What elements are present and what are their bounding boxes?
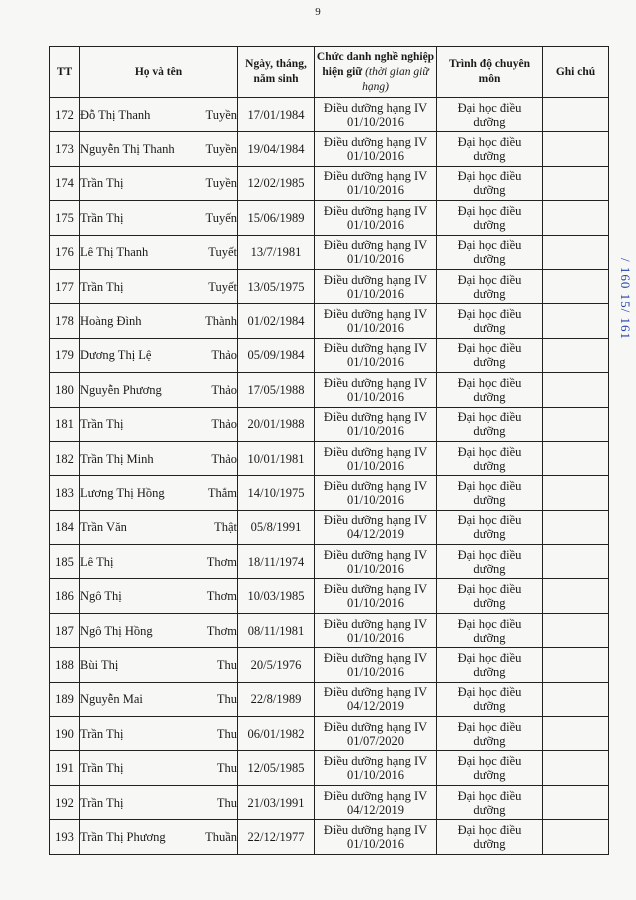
education-line-1: Đại học điều (457, 547, 522, 562)
education-line-1: Đại học điều (457, 203, 522, 218)
full-name-cell (80, 338, 238, 372)
education-cell (437, 613, 543, 647)
full-name-cell (80, 132, 238, 166)
position-since: 01/10/2016 (347, 424, 404, 439)
education-line-2: dưỡng (473, 355, 506, 370)
birth-date: 19/04/1984 (238, 132, 315, 166)
row-number: 186 (50, 579, 80, 613)
education-cell (437, 373, 543, 407)
given-name: Tuyết (208, 279, 237, 294)
education-line-1: Đại học điều (457, 478, 522, 493)
education-line-2: dưỡng (473, 458, 506, 473)
header-position (315, 47, 437, 98)
table-row (50, 476, 609, 510)
education-line-1: Đại học điều (457, 100, 522, 115)
row-number: 187 (50, 613, 80, 647)
position-since: 04/12/2019 (347, 802, 404, 817)
table-row (50, 682, 609, 716)
education-line-2: dưỡng (473, 802, 506, 817)
surname: Trần Thị (80, 176, 124, 191)
position-cell (315, 166, 437, 200)
education-line-1: Đại học điều (457, 341, 522, 356)
position-cell (315, 510, 437, 544)
position-since: 01/07/2020 (347, 733, 404, 748)
header-tt: TT (50, 47, 80, 98)
position-title: Điều dưỡng hạng IV (323, 341, 428, 356)
birth-date: 22/8/1989 (238, 682, 315, 716)
header-education: Trình độ chuyên môn (437, 47, 543, 98)
education-line-2: dưỡng (473, 596, 506, 611)
birth-date: 17/05/1988 (238, 373, 315, 407)
education-cell (437, 820, 543, 854)
position-since: 01/10/2016 (347, 630, 404, 645)
position-cell (315, 269, 437, 303)
education-line-1: Đại học điều (457, 135, 522, 150)
staff-table (49, 46, 609, 855)
education-cell (437, 98, 543, 132)
table-row (50, 441, 609, 475)
surname: Trần Thị Phương (80, 829, 166, 844)
given-name: Thảo (211, 348, 237, 363)
given-name: Tuyền (205, 176, 237, 191)
position-title: Điều dưỡng hạng IV (323, 444, 428, 459)
note-cell (543, 373, 609, 407)
birth-date: 10/01/1981 (238, 441, 315, 475)
row-number: 183 (50, 476, 80, 510)
education-line-1: Đại học điều (457, 685, 522, 700)
birth-date: 13/7/1981 (238, 235, 315, 269)
given-name: Thơm (206, 554, 237, 569)
position-cell (315, 717, 437, 751)
note-cell (543, 751, 609, 785)
birth-date: 18/11/1974 (238, 545, 315, 579)
given-name: Thật (214, 520, 237, 535)
birth-date: 20/5/1976 (238, 648, 315, 682)
position-cell (315, 304, 437, 338)
position-cell (315, 407, 437, 441)
given-name: Thu (216, 761, 237, 776)
education-cell (437, 166, 543, 200)
position-since: 01/10/2016 (347, 114, 404, 129)
row-number: 175 (50, 201, 80, 235)
birth-date: 12/05/1985 (238, 751, 315, 785)
table-row (50, 820, 609, 854)
header-dob: Ngày, tháng, năm sinh (238, 47, 315, 98)
education-line-1: Đại học điều (457, 754, 522, 769)
education-line-2: dưỡng (473, 183, 506, 198)
surname: Nguyễn Thị Thanh (80, 142, 175, 157)
surname: Nguyễn Mai (80, 692, 143, 707)
surname: Dương Thị Lệ (80, 348, 152, 363)
table-row (50, 407, 609, 441)
education-cell (437, 235, 543, 269)
position-title: Điều dưỡng hạng IV (323, 650, 428, 665)
full-name-cell (80, 441, 238, 475)
position-since: 04/12/2019 (347, 699, 404, 714)
position-title: Điều dưỡng hạng IV (323, 822, 428, 837)
birth-date: 20/01/1988 (238, 407, 315, 441)
education-cell (437, 407, 543, 441)
given-name: Thuần (205, 829, 237, 844)
full-name-cell (80, 269, 238, 303)
given-name: Thảo (211, 417, 237, 432)
education-cell (437, 648, 543, 682)
position-cell (315, 545, 437, 579)
given-name: Tuyết (208, 245, 237, 260)
position-cell (315, 338, 437, 372)
given-name: Thu (216, 692, 237, 707)
note-cell (543, 579, 609, 613)
surname: Trần Thị (80, 279, 124, 294)
education-line-1: Đại học điều (457, 410, 522, 425)
surname: Trần Thị (80, 795, 124, 810)
note-cell (543, 785, 609, 819)
position-title: Điều dưỡng hạng IV (323, 616, 428, 631)
given-name: Thơm (206, 589, 237, 604)
birth-date: 17/01/1984 (238, 98, 315, 132)
birth-date: 08/11/1981 (238, 613, 315, 647)
position-title: Điều dưỡng hạng IV (323, 410, 428, 425)
given-name: Tuyền (205, 142, 237, 157)
note-cell (543, 682, 609, 716)
education-line-2: dưỡng (473, 321, 506, 336)
header-position-main: Chức danh nghề nghiệp hiện giữ (316, 50, 435, 78)
note-cell (543, 166, 609, 200)
surname: Nguyễn Phương (80, 382, 162, 397)
education-line-1: Đại học điều (457, 788, 522, 803)
position-cell (315, 682, 437, 716)
education-line-2: dưỡng (473, 252, 506, 267)
row-number: 179 (50, 338, 80, 372)
education-line-1: Đại học điều (457, 616, 522, 631)
position-since: 01/10/2016 (347, 561, 404, 576)
row-number: 177 (50, 269, 80, 303)
full-name-cell (80, 98, 238, 132)
position-since: 01/10/2016 (347, 149, 404, 164)
given-name: Thu (216, 726, 237, 741)
position-since: 01/10/2016 (347, 768, 404, 783)
full-name-cell (80, 201, 238, 235)
education-line-1: Đại học điều (457, 650, 522, 665)
note-cell (543, 235, 609, 269)
note-cell (543, 98, 609, 132)
surname: Ngô Thị Hồng (80, 623, 153, 638)
education-line-1: Đại học điều (457, 272, 522, 287)
education-cell (437, 441, 543, 475)
table-row (50, 613, 609, 647)
position-cell (315, 201, 437, 235)
full-name-cell (80, 648, 238, 682)
table-row (50, 579, 609, 613)
header-note: Ghi chú (543, 47, 609, 98)
given-name: Thu (216, 795, 237, 810)
note-cell (543, 441, 609, 475)
full-name-cell (80, 717, 238, 751)
table-row (50, 269, 609, 303)
row-number: 191 (50, 751, 80, 785)
note-cell (543, 545, 609, 579)
row-number: 174 (50, 166, 80, 200)
position-title: Điều dưỡng hạng IV (323, 100, 428, 115)
row-number: 184 (50, 510, 80, 544)
row-number: 182 (50, 441, 80, 475)
position-since: 01/10/2016 (347, 492, 404, 507)
position-since: 01/10/2016 (347, 458, 404, 473)
note-cell (543, 338, 609, 372)
full-name-cell (80, 785, 238, 819)
full-name-cell (80, 510, 238, 544)
position-cell (315, 235, 437, 269)
row-number: 172 (50, 98, 80, 132)
education-line-1: Đại học điều (457, 238, 522, 253)
full-name-cell (80, 476, 238, 510)
position-title: Điều dưỡng hạng IV (323, 513, 428, 528)
education-cell (437, 682, 543, 716)
note-cell (543, 269, 609, 303)
given-name: Thành (205, 314, 237, 329)
position-title: Điều dưỡng hạng IV (323, 307, 428, 322)
position-cell (315, 476, 437, 510)
surname: Hoàng Đình (80, 314, 142, 329)
row-number: 192 (50, 785, 80, 819)
surname: Đỗ Thị Thanh (80, 107, 151, 122)
given-name: Tuyền (205, 107, 237, 122)
position-since: 01/10/2016 (347, 321, 404, 336)
position-cell (315, 648, 437, 682)
position-since: 01/10/2016 (347, 664, 404, 679)
education-cell (437, 510, 543, 544)
full-name-cell (80, 820, 238, 854)
position-title: Điều dưỡng hạng IV (323, 754, 428, 769)
table-row (50, 166, 609, 200)
table-row (50, 201, 609, 235)
education-line-1: Đại học điều (457, 719, 522, 734)
position-title: Điều dưỡng hạng IV (323, 238, 428, 253)
education-line-2: dưỡng (473, 733, 506, 748)
education-line-2: dưỡng (473, 664, 506, 679)
education-cell (437, 338, 543, 372)
note-cell (543, 201, 609, 235)
table-row (50, 304, 609, 338)
education-line-2: dưỡng (473, 699, 506, 714)
education-line-1: Đại học điều (457, 444, 522, 459)
row-number: 180 (50, 373, 80, 407)
education-line-2: dưỡng (473, 561, 506, 576)
education-cell (437, 785, 543, 819)
table-row (50, 373, 609, 407)
education-line-2: dưỡng (473, 527, 506, 542)
full-name-cell (80, 166, 238, 200)
position-cell (315, 579, 437, 613)
table-row (50, 751, 609, 785)
education-line-2: dưỡng (473, 630, 506, 645)
education-line-2: dưỡng (473, 149, 506, 164)
education-cell (437, 751, 543, 785)
education-line-1: Đại học điều (457, 307, 522, 322)
position-title: Điều dưỡng hạng IV (323, 719, 428, 734)
education-cell (437, 717, 543, 751)
margin-annotation: / 160 15/ 161 (618, 258, 633, 340)
position-cell (315, 441, 437, 475)
full-name-cell (80, 304, 238, 338)
position-since: 01/10/2016 (347, 183, 404, 198)
education-cell (437, 132, 543, 166)
table-row (50, 338, 609, 372)
full-name-cell (80, 373, 238, 407)
row-number: 193 (50, 820, 80, 854)
full-name-cell (80, 235, 238, 269)
given-name: Tuyến (205, 210, 237, 225)
position-since: 01/10/2016 (347, 286, 404, 301)
row-number: 176 (50, 235, 80, 269)
row-number: 189 (50, 682, 80, 716)
position-since: 01/10/2016 (347, 355, 404, 370)
birth-date: 05/8/1991 (238, 510, 315, 544)
note-cell (543, 820, 609, 854)
surname: Lê Thị Thanh (80, 245, 149, 260)
given-name: Thảo (211, 382, 237, 397)
education-cell (437, 545, 543, 579)
full-name-cell (80, 579, 238, 613)
education-line-2: dưỡng (473, 836, 506, 851)
table-row (50, 510, 609, 544)
note-cell (543, 648, 609, 682)
row-number: 190 (50, 717, 80, 751)
surname: Ngô Thị (80, 589, 122, 604)
position-title: Điều dưỡng hạng IV (323, 135, 428, 150)
given-name: Thu (216, 657, 237, 672)
position-title: Điều dưỡng hạng IV (323, 375, 428, 390)
position-cell (315, 751, 437, 785)
position-title: Điều dưỡng hạng IV (323, 478, 428, 493)
position-title: Điều dưỡng hạng IV (323, 272, 428, 287)
birth-date: 21/03/1991 (238, 785, 315, 819)
position-cell (315, 132, 437, 166)
note-cell (543, 304, 609, 338)
education-line-1: Đại học điều (457, 513, 522, 528)
position-since: 01/10/2016 (347, 252, 404, 267)
full-name-cell (80, 751, 238, 785)
page-number: 9 (315, 6, 321, 18)
table-row (50, 235, 609, 269)
education-line-2: dưỡng (473, 424, 506, 439)
education-line-2: dưỡng (473, 286, 506, 301)
position-title: Điều dưỡng hạng IV (323, 169, 428, 184)
row-number: 188 (50, 648, 80, 682)
full-name-cell (80, 613, 238, 647)
birth-date: 05/09/1984 (238, 338, 315, 372)
full-name-cell (80, 682, 238, 716)
position-since: 01/10/2016 (347, 217, 404, 232)
given-name: Thảo (211, 451, 237, 466)
surname: Trần Thị Minh (80, 451, 154, 466)
birth-date: 06/01/1982 (238, 717, 315, 751)
note-cell (543, 717, 609, 751)
note-cell (543, 407, 609, 441)
education-line-2: dưỡng (473, 217, 506, 232)
table-row (50, 648, 609, 682)
row-number: 178 (50, 304, 80, 338)
position-title: Điều dưỡng hạng IV (323, 203, 428, 218)
education-line-2: dưỡng (473, 389, 506, 404)
note-cell (543, 476, 609, 510)
birth-date: 22/12/1977 (238, 820, 315, 854)
full-name-cell (80, 545, 238, 579)
table-row (50, 717, 609, 751)
surname: Trần Thị (80, 417, 124, 432)
surname: Trần Thị (80, 761, 124, 776)
birth-date: 10/03/1985 (238, 579, 315, 613)
row-number: 181 (50, 407, 80, 441)
education-line-1: Đại học điều (457, 822, 522, 837)
position-since: 01/10/2016 (347, 836, 404, 851)
position-since: 01/10/2016 (347, 389, 404, 404)
position-cell (315, 98, 437, 132)
education-line-2: dưỡng (473, 114, 506, 129)
table-row (50, 785, 609, 819)
education-line-1: Đại học điều (457, 169, 522, 184)
education-cell (437, 201, 543, 235)
education-cell (437, 269, 543, 303)
position-since: 01/10/2016 (347, 596, 404, 611)
education-cell (437, 476, 543, 510)
table-row (50, 545, 609, 579)
row-number: 185 (50, 545, 80, 579)
birth-date: 14/10/1975 (238, 476, 315, 510)
row-number: 173 (50, 132, 80, 166)
header-position-note: (thời gian giữ hạng) (362, 65, 429, 93)
education-line-1: Đại học điều (457, 375, 522, 390)
surname: Lương Thị Hồng (80, 485, 165, 500)
position-since: 04/12/2019 (347, 527, 404, 542)
note-cell (543, 613, 609, 647)
birth-date: 12/02/1985 (238, 166, 315, 200)
full-name-cell (80, 407, 238, 441)
education-line-2: dưỡng (473, 492, 506, 507)
position-title: Điều dưỡng hạng IV (323, 685, 428, 700)
birth-date: 01/02/1984 (238, 304, 315, 338)
birth-date: 13/05/1975 (238, 269, 315, 303)
position-title: Điều dưỡng hạng IV (323, 788, 428, 803)
given-name: Thơm (206, 623, 237, 638)
position-cell (315, 613, 437, 647)
education-line-2: dưỡng (473, 768, 506, 783)
position-title: Điều dưỡng hạng IV (323, 582, 428, 597)
position-title: Điều dưỡng hạng IV (323, 547, 428, 562)
surname: Trần Thị (80, 210, 124, 225)
birth-date: 15/06/1989 (238, 201, 315, 235)
surname: Bùi Thị (80, 657, 119, 672)
header-name: Họ và tên (80, 47, 238, 98)
table-row (50, 132, 609, 166)
education-line-1: Đại học điều (457, 582, 522, 597)
note-cell (543, 132, 609, 166)
surname: Trần Thị (80, 726, 124, 741)
surname: Lê Thị (80, 554, 114, 569)
education-cell (437, 304, 543, 338)
education-cell (437, 579, 543, 613)
given-name: Thắm (207, 485, 237, 500)
position-cell (315, 785, 437, 819)
position-cell (315, 820, 437, 854)
position-cell (315, 373, 437, 407)
surname: Trần Văn (80, 520, 127, 535)
note-cell (543, 510, 609, 544)
table-header-row (50, 47, 609, 98)
table-row (50, 98, 609, 132)
